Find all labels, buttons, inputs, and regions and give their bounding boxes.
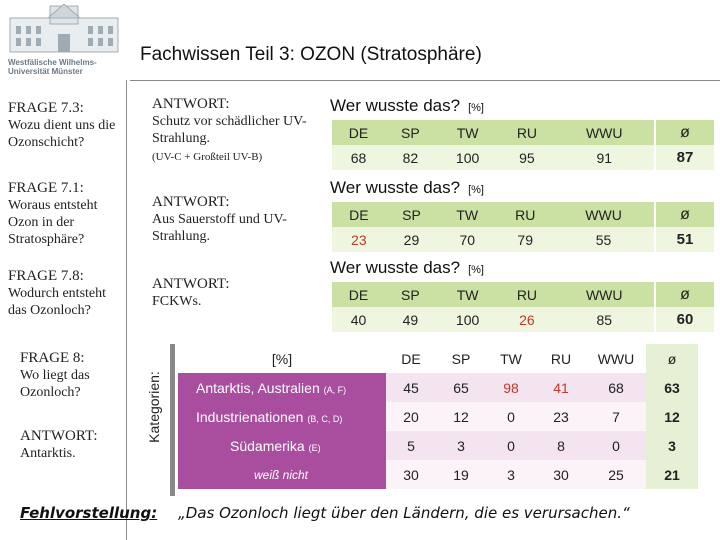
percent-unit: [%] [468,184,484,196]
question-text: Wozu dient uns die Ozonschicht? [8,118,116,150]
answer-text: Schutz vor schädlicher UV-Strahlung. [152,114,307,146]
results-table-7-3 [332,120,654,170]
answer-head: ANTWORT: [152,276,230,292]
col-header: SP [385,282,436,307]
answer-7-1 [152,194,302,245]
answer-7-8 [152,276,302,310]
cell: 65 [436,373,486,402]
question-head: FRAGE 7.8: [8,268,84,284]
avg-value: 12 [646,402,698,431]
cell: 7 [586,402,646,431]
cell: 49 [385,307,436,332]
cell: 12 [436,402,486,431]
category-label: weiß nicht [178,460,386,489]
cell: 23 [536,402,586,431]
cell: 0 [586,431,646,460]
answer-head: ANTWORT: [152,96,230,112]
avg-header: ø [646,344,698,373]
avg-value: 60 [656,307,714,332]
cell: 19 [436,460,486,489]
cell: 98 [486,373,536,402]
cell: 23 [332,227,386,252]
cell: 68 [586,373,646,402]
cell: 30 [536,460,586,489]
cell: 91 [554,145,654,170]
misconception-label: Fehlvorstellung: [20,504,158,522]
question-head: FRAGE 7.1: [8,180,84,196]
col-header: RU [497,202,553,227]
question-8 [8,350,108,401]
cell: 29 [386,227,438,252]
cell: 5 [386,431,436,460]
col-header: TW [436,120,500,145]
cell: 20 [386,402,436,431]
cell: 82 [385,145,436,170]
cell: 26 [499,307,554,332]
university-name: Westfälische Wilhelms-Universität Münster [8,58,97,76]
cell: 55 [553,227,654,252]
results-table-7-8 [332,282,654,332]
col-header: WWU [554,120,654,145]
avg-header: ø [656,120,714,145]
col-header: WWU [553,202,654,227]
answer-text: Aus Sauerstoff und UV-Strahlung. [152,212,287,244]
col-header: DE [386,344,436,373]
avg-header: ø [656,202,714,227]
misconception-quote: „Das Ozonloch liegt über den Ländern, die es verursachen.“ [178,504,630,522]
cell: 100 [436,307,500,332]
question-text: Woraus entsteht Ozon in der Stratosphäre? [8,198,98,247]
col-header: RU [499,282,554,307]
divider [126,80,127,540]
col-header: TW [486,344,536,373]
cell: 40 [332,307,385,332]
answer-text: Antarktis. [20,446,76,461]
cell: 30 [386,460,436,489]
cell: 25 [586,460,646,489]
who-knew-label: Wer wusste das? [%] [330,96,484,115]
who-knew-label: Wer wusste das? [%] [330,178,484,197]
col-header: SP [386,202,438,227]
cell: 3 [436,431,486,460]
cell: 85 [554,307,654,332]
percent-unit: [%] [468,264,484,276]
answer-7-3 [152,96,308,166]
col-header: SP [385,120,436,145]
avg-value: 51 [656,227,714,252]
page-title: Fachwissen Teil 3: OZON (Stratosphäre) [140,44,482,65]
question-7-3 [8,100,124,151]
answer-8 [8,428,118,462]
category-label: Antarktis, Australien (A, F) [178,373,386,402]
col-header: DE [332,202,386,227]
col-header: TW [437,202,497,227]
answer-note: (UV-C + Großteil UV-B) [152,151,263,163]
categories-axis-label: Kategorien: [146,371,162,443]
location-results-table [178,344,698,489]
col-header: SP [436,344,486,373]
avg-value: 21 [646,460,698,489]
results-table-7-1 [332,202,654,252]
cell: 70 [437,227,497,252]
avg-value: 87 [656,145,714,170]
cell: 41 [536,373,586,402]
cell: 0 [486,402,536,431]
question-7-1 [8,180,128,248]
col-header: TW [436,282,500,307]
who-knew-label: Wer wusste das? [%] [330,258,484,277]
cell: 45 [386,373,436,402]
cell: 68 [332,145,385,170]
col-header: RU [536,344,586,373]
category-label: Industrienationen (B, C, D) [178,402,386,431]
avg-value: 3 [646,431,698,460]
cell: 100 [436,145,500,170]
answer-head: ANTWORT: [20,428,98,444]
cell: 79 [497,227,553,252]
avg-header: ø [656,282,714,307]
pct-header: [%] [178,344,386,373]
cell: 95 [499,145,554,170]
question-7-8 [8,268,126,319]
col-header: DE [332,282,385,307]
question-head: FRAGE 7.3: [8,100,84,116]
question-text: Wodurch entsteht das Ozonloch? [8,286,107,318]
answer-text: FCKWs. [152,294,202,309]
question-head: FRAGE 8: [20,350,85,366]
col-header: WWU [586,344,646,373]
col-header: WWU [554,282,654,307]
answer-head: ANTWORT: [152,194,230,210]
col-header: RU [499,120,554,145]
cell: 8 [536,431,586,460]
col-header: DE [332,120,385,145]
cell: 3 [486,460,536,489]
divider [130,80,720,81]
category-label: Südamerika (E) [178,431,386,460]
question-text: Wo liegt das Ozonloch? [20,368,90,400]
avg-value: 63 [646,373,698,402]
cell: 0 [486,431,536,460]
divider [170,344,175,496]
percent-unit: [%] [468,102,484,114]
